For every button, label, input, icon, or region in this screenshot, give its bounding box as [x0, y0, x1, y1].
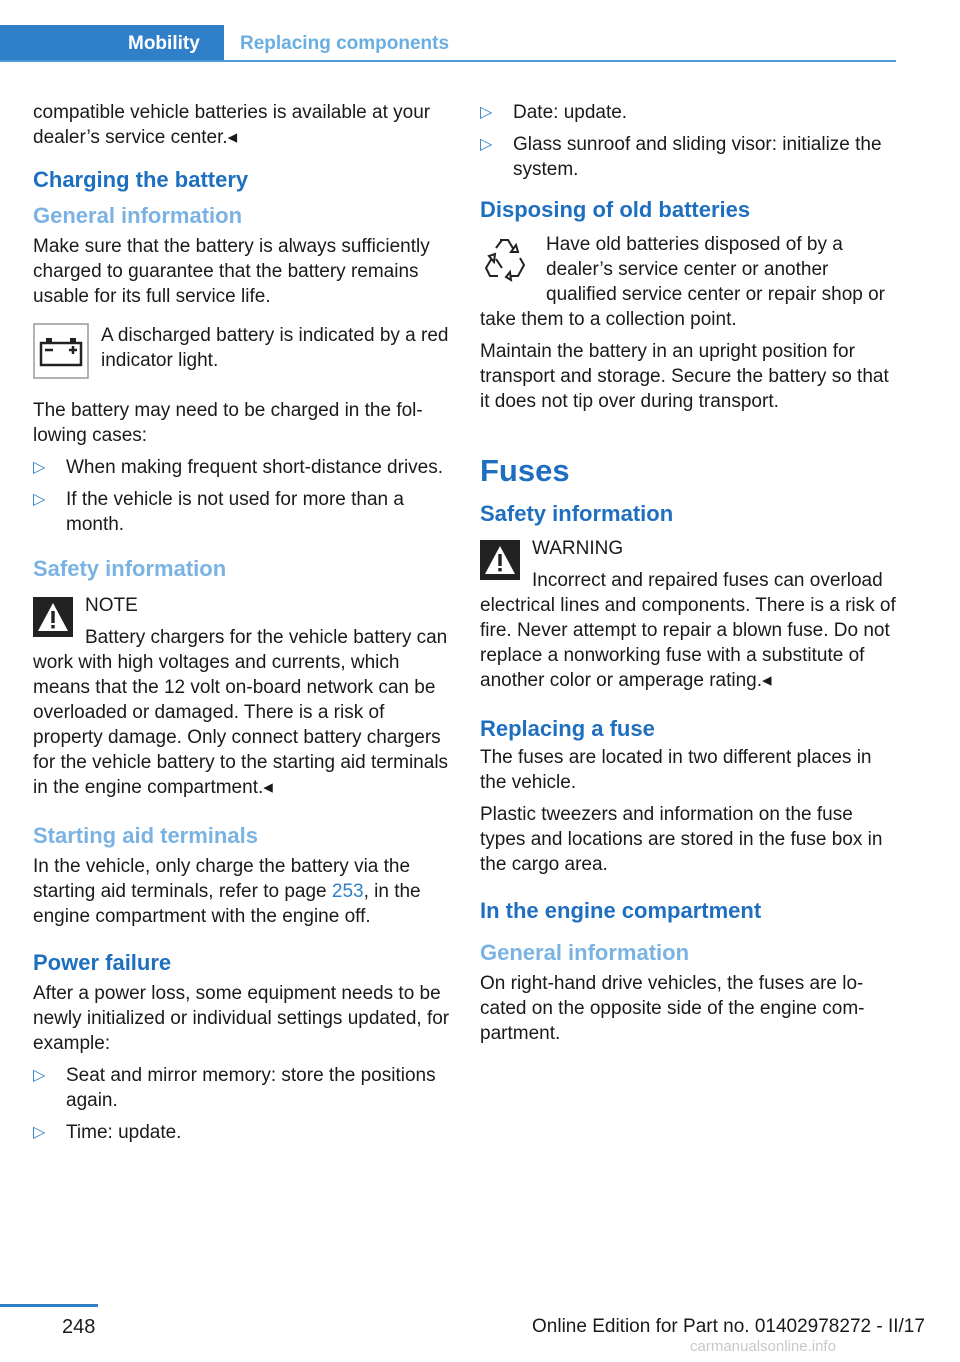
replacing-text-1: The fuses are located in two different places in the vehicle. — [480, 747, 872, 793]
terminals-text-a: In the vehicle, only charge the battery via the starting aid terminals, refer to page — [33, 856, 411, 902]
list-item-text: When making frequent short-distance drives. — [66, 457, 444, 478]
disposing-heading: Disposing of old batteries — [480, 197, 751, 222]
warning-label: WARNING — [532, 538, 624, 559]
replacing-text-2: Plastic tweezers and information on the fuse types and locations are stored in the fuse box in the cargo area. — [480, 804, 883, 875]
charging-cases-list — [33, 455, 451, 537]
bullet-icon: ▷ — [33, 1124, 46, 1141]
note-text: Battery chargers for the vehicle battery can work with high voltages and currents, which means that the 12 volt on-board network can be overloaded or damaged. There is a risk of property damage. Only connect battery chargers for the vehicle battery to the starting aid terminals in the engine compartment.◂ — [33, 627, 449, 798]
terminals-heading: Starting aid terminals — [33, 823, 258, 848]
bullet-icon: ▷ — [33, 1067, 46, 1084]
disposing-text: Have old batteries disposed of by a dealer’s service center or another qualified service center or repair shop or take them to a collection point. — [480, 234, 886, 330]
page-link[interactable]: 253 — [331, 881, 364, 902]
fuses-heading: Fuses — [480, 453, 570, 488]
bullet-icon: ▷ — [33, 459, 46, 476]
list-item-text: Glass sunroof and sliding visor: initialize the system. — [513, 134, 882, 180]
list-item — [33, 1120, 451, 1145]
general-info-text: Make sure that the battery is always sufficiently charged to guarantee that the battery remains usable for its full service life. — [33, 236, 430, 307]
list-item — [480, 100, 900, 125]
general-info-heading: General information — [33, 203, 243, 228]
footer-rule — [0, 1304, 98, 1307]
replacing-fuse-heading: Replacing a fuse — [480, 716, 655, 741]
warning-block — [480, 536, 900, 693]
terminals-text — [33, 854, 451, 929]
battery-indicator-note — [33, 323, 451, 384]
bullet-icon: ▷ — [33, 491, 46, 508]
terminals-text-b: , in the engine compartment with the engine off. — [33, 881, 421, 927]
right-column — [480, 100, 900, 1053]
battery-indicator-text: A discharged battery is indicated by a red indicator light. — [101, 325, 449, 371]
power-failure-heading: Power failure — [33, 950, 172, 975]
page-number: 248 — [62, 1316, 96, 1338]
cases-intro: The battery may need to be charged in the following cases: — [33, 400, 423, 446]
list-item-text: Time: update. — [66, 1122, 182, 1143]
safety-heading: Safety information — [33, 556, 227, 581]
note-label: NOTE — [85, 595, 138, 616]
upright-text: Maintain the battery in an upright position for transport and storage. Secure the battery so that it does not tip over during transport. — [480, 341, 889, 412]
charging-heading: Charging the battery — [33, 167, 249, 192]
list-item — [33, 1063, 451, 1113]
engine-compartment-heading: In the engine compartment — [480, 898, 762, 923]
intro-text: compatible vehicle batteries is available at your dealer’s service center.◂ — [33, 102, 431, 148]
battery-warning-icon — [33, 323, 89, 384]
disposing-block — [480, 232, 900, 332]
watermark: carmanualsonline.info — [690, 1338, 836, 1355]
engine-general-text: On right-hand drive vehicles, the fuses are located on the opposite side of the engine compartment. — [480, 973, 865, 1044]
bullet-icon: ▷ — [480, 136, 493, 153]
left-column — [33, 100, 451, 1152]
list-item — [480, 132, 900, 182]
list-item — [33, 455, 451, 480]
recycle-icon — [480, 232, 534, 291]
page-header — [0, 25, 896, 63]
bullet-icon: ▷ — [480, 104, 493, 121]
warning-triangle-icon — [33, 597, 73, 642]
section-tab: Mobility — [0, 25, 224, 62]
list-item-text: Seat and mirror memory: store the positions again. — [66, 1065, 436, 1111]
edition-text: Online Edition for Part no. 01402978272 - II/17 — [532, 1316, 925, 1337]
power-failure-text: After a power loss, some equipment needs to be newly initialized or individual settings updated, for example: — [33, 983, 450, 1054]
power-items-continued — [480, 100, 900, 182]
engine-general-heading: General information — [480, 940, 690, 965]
note-block — [33, 593, 451, 800]
list-item-text: Date: update. — [513, 102, 628, 123]
warning-text: Incorrect and repaired fuses can overload electrical lines and components. There is a risk of fire. Never attempt to repair a blown fuse. Do not replace a nonworking fuse with a substitute of another color or amperage rating.◂ — [480, 570, 896, 691]
list-item-text: If the vehicle is not used for more than a month. — [66, 489, 404, 535]
warning-triangle-icon — [480, 540, 520, 585]
power-items-list — [33, 1063, 451, 1145]
list-item — [33, 487, 451, 537]
header-rule — [0, 60, 896, 62]
chapter-tab: Replacing components — [240, 33, 450, 54]
fuses-safety-heading: Safety information — [480, 501, 674, 526]
